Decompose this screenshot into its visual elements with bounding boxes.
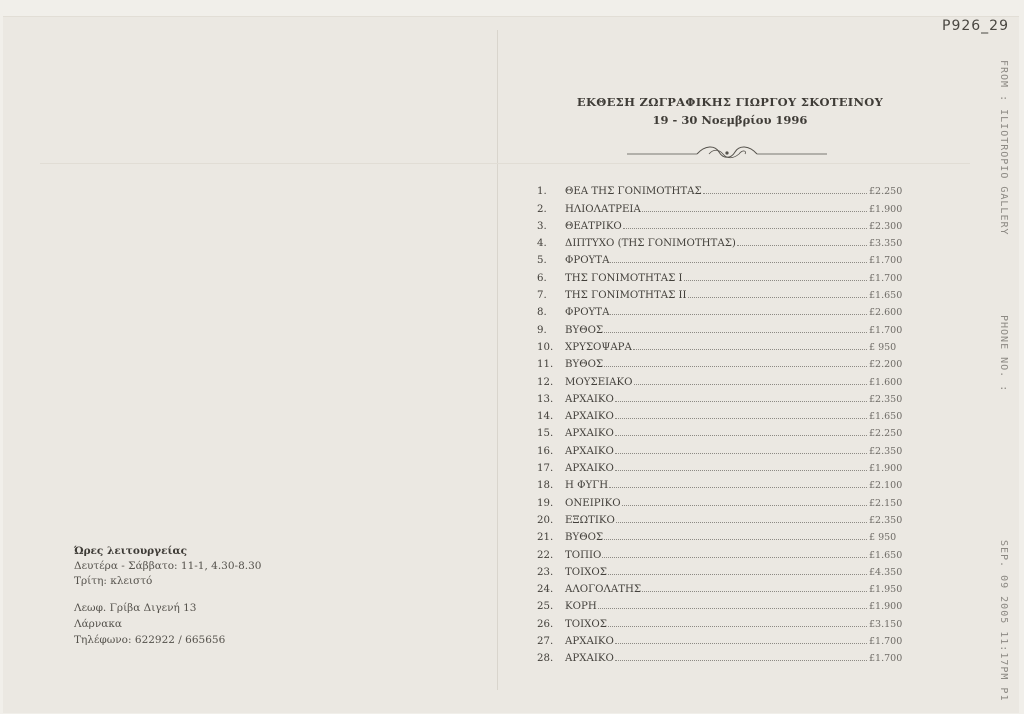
work-price: £1.700: [869, 324, 903, 336]
dot-leader: [608, 573, 867, 575]
work-price: £1.900: [869, 601, 903, 613]
work-number: 17.: [537, 463, 554, 475]
work-title: ΒΥΘΟΣ: [565, 359, 604, 371]
dot-leader: [684, 279, 867, 281]
list-item: [537, 197, 909, 214]
works-list: [537, 180, 909, 664]
dot-leader: [615, 659, 867, 661]
exhibition-header: [540, 95, 920, 127]
work-number: 2.: [537, 203, 547, 215]
dot-leader: [703, 192, 867, 194]
fold-line-horizontal: [40, 163, 970, 164]
work-price: £2.350: [869, 445, 903, 457]
work-number: 26.: [537, 618, 554, 630]
work-price: £3.150: [869, 618, 903, 630]
dot-leader: [608, 625, 867, 627]
work-title: ΟΝΕΙΡΙΚΟ: [565, 497, 621, 509]
work-price: £2.300: [869, 220, 903, 232]
exhibition-dates: 19 - 30 Νοεμβρίου 1996: [652, 113, 808, 127]
work-price: £4.350: [869, 566, 903, 578]
fax-from: FROM : ILIOTROPIO GALLERY: [998, 60, 1009, 236]
hours-tuesday: Τρίτη: κλειστό: [74, 575, 153, 587]
list-item: [537, 180, 909, 197]
address-city: Λάρνακα: [74, 618, 122, 630]
list-item: [537, 630, 909, 647]
work-number: 16.: [537, 445, 554, 457]
work-title: ΘΕΑ ΤΗΣ ΓΟΝΙΜΟΤΗΤΑΣ: [565, 186, 702, 198]
work-title: ΕΞΩΤΙΚΟ: [565, 514, 615, 526]
list-item: [537, 353, 909, 370]
work-price: £2.350: [869, 514, 903, 526]
work-number: 25.: [537, 601, 554, 613]
work-price: £2.250: [869, 186, 903, 198]
work-price: £1.700: [869, 653, 903, 665]
list-item: [537, 249, 909, 266]
work-price: £1.700: [869, 255, 903, 267]
list-item: [537, 215, 909, 232]
work-price: £2.600: [869, 307, 903, 319]
list-item: [537, 301, 909, 318]
work-title: ΑΡΧΑΙΚΟ: [565, 428, 614, 440]
work-number: 23.: [537, 566, 554, 578]
work-number: 1.: [537, 186, 547, 198]
work-title: ΦΡΟΥΤΑ: [565, 307, 610, 319]
fax-phone: PHONE NO. :: [998, 315, 1009, 393]
dot-leader: [615, 417, 867, 419]
opening-hours: [74, 544, 261, 589]
list-item: [537, 318, 909, 335]
work-price: £2.200: [869, 359, 903, 371]
work-price: £1.700: [869, 272, 903, 284]
list-item: [537, 266, 909, 283]
work-price: £2.100: [869, 480, 903, 492]
dot-leader: [616, 521, 867, 523]
work-number: 5.: [537, 255, 547, 267]
work-title: ΑΡΧΑΙΚΟ: [565, 653, 614, 665]
list-item: [537, 457, 909, 474]
dot-leader: [610, 261, 867, 263]
list-item: [537, 439, 909, 456]
address-phone: Τηλέφωνο: 622922 / 665656: [74, 634, 226, 646]
hours-title: Ώρες λειτουργείας: [74, 545, 188, 557]
work-price: £1.700: [869, 636, 903, 648]
fax-header: [993, 60, 1009, 700]
work-title: ΑΡΧΑΙΚΟ: [565, 463, 614, 475]
work-title: ΤΟΙΧΟΣ: [565, 566, 607, 578]
work-price: £3.350: [869, 238, 903, 250]
work-price: £2.350: [869, 393, 903, 405]
work-price: £2.150: [869, 497, 903, 509]
dot-leader: [622, 504, 867, 506]
list-item: [537, 232, 909, 249]
list-item: [537, 595, 909, 612]
work-title: ΒΥΘΟΣ: [565, 532, 604, 544]
work-number: 27.: [537, 636, 554, 648]
dot-leader: [598, 607, 867, 609]
list-item: [537, 336, 909, 353]
list-item: [537, 284, 909, 301]
work-number: 28.: [537, 653, 554, 665]
work-number: 3.: [537, 220, 547, 232]
work-number: 10.: [537, 341, 554, 353]
work-title: ΦΡΟΥΤΑ: [565, 255, 610, 267]
dot-leader: [642, 210, 867, 212]
work-price: £1.650: [869, 411, 903, 423]
work-number: 13.: [537, 393, 554, 405]
dot-leader: [633, 348, 867, 350]
work-number: 12.: [537, 376, 554, 388]
work-number: 21.: [537, 532, 554, 544]
work-title: ΤΗΣ ΓΟΝΙΜΟΤΗΤΑΣ ΙΙ: [565, 290, 687, 302]
work-number: 8.: [537, 307, 547, 319]
work-title: ΑΡΧΑΙΚΟ: [565, 636, 614, 648]
gallery-address: [74, 600, 225, 648]
list-item: [537, 647, 909, 664]
hours-weekdays: Δευτέρα - Σάββατο: 11-1, 4.30-8.30: [74, 560, 262, 572]
fax-date: SEP. 09 2005 11:17PM P1: [998, 540, 1009, 702]
work-price: £2.250: [869, 428, 903, 440]
work-title: ΑΡΧΑΙΚΟ: [565, 445, 614, 457]
dot-leader: [609, 486, 867, 488]
dot-leader: [634, 383, 868, 385]
work-title: ΤΟΙΧΟΣ: [565, 618, 607, 630]
work-title: ΑΡΧΑΙΚΟ: [565, 411, 614, 423]
work-number: 11.: [537, 359, 554, 371]
work-price: £1.900: [869, 203, 903, 215]
list-item: [537, 509, 909, 526]
dot-leader: [604, 365, 867, 367]
dot-leader: [688, 296, 867, 298]
work-number: 15.: [537, 428, 554, 440]
work-number: 22.: [537, 549, 554, 561]
work-number: 6.: [537, 272, 547, 284]
list-item: [537, 578, 909, 595]
dot-leader: [615, 469, 867, 471]
exhibition-title: ΕΚΘΕΣΗ ΖΩΓΡΑΦΙΚΗΣ ΓΙΩΡΓΟΥ ΣΚΟΤΕΙΝΟΥ: [576, 95, 884, 109]
work-price: £1.600: [869, 376, 903, 388]
list-item: [537, 561, 909, 578]
work-number: 18.: [537, 480, 554, 492]
dot-leader: [615, 642, 867, 644]
work-price: £1.900: [869, 463, 903, 475]
list-item: [537, 405, 909, 422]
dot-leader: [615, 400, 867, 402]
dot-leader: [615, 452, 867, 454]
list-item: [537, 370, 909, 387]
dot-leader: [615, 434, 867, 436]
work-number: 7.: [537, 290, 547, 302]
address-street: Λεωφ. Γρίβα Διγενή 13: [74, 602, 197, 614]
work-number: 24.: [537, 584, 554, 596]
list-item: [537, 491, 909, 508]
work-title: ΧΡΥΣΟΨΑΡΑ: [565, 341, 632, 353]
work-price: £1.650: [869, 290, 903, 302]
work-price: £1.650: [869, 549, 903, 561]
work-title: ΜΟΥΣΕΙΑΚΟ: [565, 376, 633, 388]
dot-leader: [602, 556, 867, 558]
list-item: [537, 474, 909, 491]
work-price: £ 950: [869, 341, 897, 353]
work-title: Η ΦΥΓΗ: [565, 480, 609, 492]
work-price: £1.950: [869, 584, 903, 596]
work-number: 9.: [537, 324, 547, 336]
fold-line-vertical: [497, 30, 498, 690]
work-number: 20.: [537, 514, 554, 526]
work-title: ΑΡΧΑΙΚΟ: [565, 393, 614, 405]
dot-leader: [610, 313, 867, 315]
work-number: 14.: [537, 411, 554, 423]
list-item: [537, 422, 909, 439]
work-title: ΗΛΙΟΛΑΤΡΕΙΑ: [565, 203, 641, 215]
work-title: ΤΟΠΙΟ: [565, 549, 602, 561]
dot-leader: [604, 331, 867, 333]
work-title: ΒΥΘΟΣ: [565, 324, 604, 336]
archive-code: P926_29: [942, 18, 1009, 34]
dot-leader: [604, 538, 867, 540]
work-title: ΘΕΑΤΡΙΚΟ: [565, 220, 622, 232]
work-title: ΑΛΟΓΟΛΑΤΗΣ: [565, 584, 642, 596]
ornament-divider-icon: [627, 143, 827, 161]
list-item: [537, 612, 909, 629]
work-title: ΔΙΠΤΥΧΟ (ΤΗΣ ΓΟΝΙΜΟΤΗΤΑΣ): [565, 238, 736, 250]
list-item: [537, 543, 909, 560]
dot-leader: [623, 227, 867, 229]
work-price: £ 950: [869, 532, 897, 544]
work-title: ΤΗΣ ΓΟΝΙΜΟΤΗΤΑΣ Ι: [565, 272, 683, 284]
list-item: [537, 388, 909, 405]
dot-leader: [642, 590, 867, 592]
work-title: ΚΟΡΗ: [565, 601, 597, 613]
work-number: 4.: [537, 238, 547, 250]
dot-leader: [737, 244, 867, 246]
work-number: 19.: [537, 497, 554, 509]
list-item: [537, 526, 909, 543]
